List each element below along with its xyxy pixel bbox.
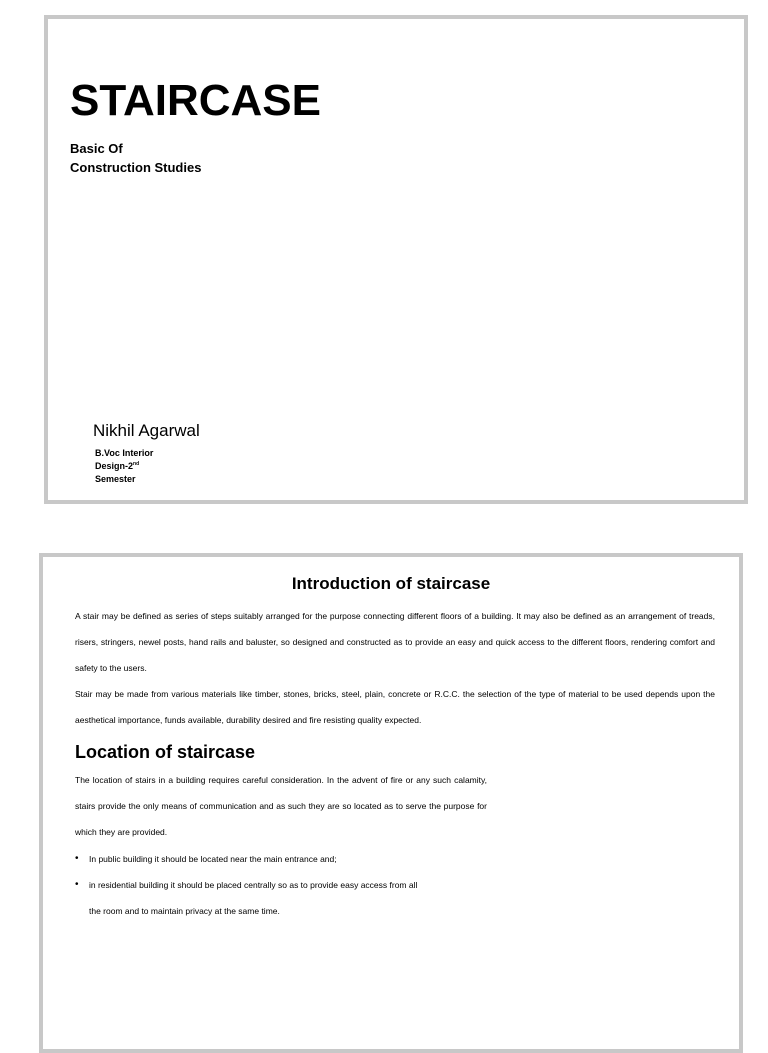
- author-name: Nikhil Agarwal: [93, 421, 200, 440]
- document-title: STAIRCASE: [70, 76, 321, 125]
- list-item: [75, 846, 535, 872]
- intro-paragraph-1: A stair may be defined as series of steps suitably arranged for the purpose connecting different floors of a building. It may also be defined as an arrangement of treads, risers, stringers, newel posts, hand rails and baluster, so designed and constructed as to provide an easy and quick access to the different floors, rendering comfort and safety to the users.: [75, 611, 715, 673]
- author-details: [95, 447, 153, 486]
- author-design-text: Design-2: [95, 461, 134, 471]
- bullet-icon: •: [75, 853, 79, 864]
- author-design-line: [95, 460, 153, 473]
- subtitle-line-1: Basic Of: [70, 141, 123, 156]
- author-course: B.Voc Interior: [95, 448, 154, 458]
- intro-text: [75, 603, 715, 733]
- author-semester: Semester: [95, 474, 136, 484]
- location-paragraph: The location of stairs in a building requires careful consideration. In the advent of fire or any such calamity, stairs provide the only means of communication and as such they are so located as to serve the purpose for which they are provided.: [75, 775, 487, 837]
- bullet-icon: •: [75, 879, 79, 890]
- content-slide: [39, 553, 743, 1053]
- location-text: [75, 767, 487, 845]
- bullet-text: In public building it should be located near the main entrance and;: [89, 854, 337, 864]
- list-item: [75, 872, 535, 898]
- intro-heading: Introduction of staircase: [291, 574, 491, 593]
- intro-paragraph-2: Stair may be made from various materials like timber, stones, bricks, steel, plain, concrete or R.C.C. the selection of the type of material to be used depends upon the aesthetical importance, funds available, durability desired and fire resisting quality expected.: [75, 689, 715, 725]
- location-heading: Location of staircase: [75, 742, 256, 762]
- title-slide: [44, 15, 748, 504]
- document-subtitle: [70, 139, 201, 177]
- bullet-continuation: the room and to maintain privacy at the same time.: [89, 906, 280, 916]
- bullet-text: in residential building it should be placed centrally so as to provide easy access from all: [89, 880, 418, 890]
- subtitle-line-2: Construction Studies: [70, 160, 202, 175]
- author-design-sup: nd: [133, 461, 140, 467]
- bullet-list: [75, 846, 535, 924]
